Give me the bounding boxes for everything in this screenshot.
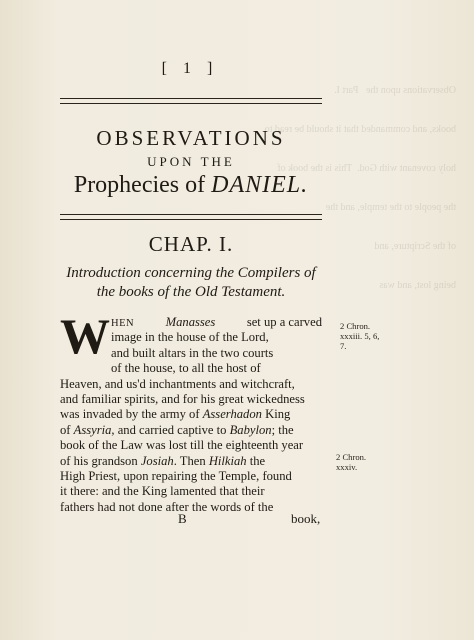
- line-fragment: Josiah: [140, 453, 174, 468]
- show-through-text: Observations upon the Part I. books, and commanded that it should be read to holy covenant with God. This is the book of the people to the temple, and the of the Scripture, and being lost, and was: [264, 85, 456, 291]
- line-fragment: image in the house of the Lord,: [111, 330, 269, 345]
- line-fragment: . Then: [173, 453, 209, 468]
- line-fragment: book of the Law was lost till the eighteenth year: [60, 438, 304, 453]
- body-text: [60, 308, 322, 515]
- signature-mark: B: [178, 511, 187, 526]
- line-fragment: Manasses: [165, 315, 216, 329]
- line-fragment: the: [246, 453, 266, 468]
- body-line: [60, 438, 322, 453]
- title-upon-the: UPON THE: [147, 154, 235, 169]
- line-fragment: [111, 315, 134, 330]
- margin-note-line: 7.: [340, 341, 347, 351]
- body-line: [60, 407, 322, 422]
- line-fragment: was invaded by the army of: [60, 407, 203, 422]
- line-fragment: , and carried captive to: [111, 422, 230, 437]
- line-fragment: of his grandson: [60, 453, 141, 468]
- line-fragment: and familiar spirits, and for his great wickedness: [60, 391, 305, 406]
- line-fragment: Babylon: [229, 422, 272, 437]
- title-observations: OBSERVATIONS: [96, 126, 286, 150]
- header-rule-bottom: [60, 103, 322, 104]
- body-line: [60, 377, 322, 392]
- line-fragment: set up a carved: [246, 315, 322, 329]
- body-line: [60, 500, 322, 515]
- drop-cap: W: [60, 308, 110, 364]
- title-rule-bottom: [60, 219, 322, 220]
- chapter-intro-line-1: Introduction concerning the Compilers of: [66, 265, 316, 281]
- line-fragment: Heaven, and us'd inchantments and witchcraft,: [60, 376, 295, 391]
- header-rule-top: [60, 98, 322, 99]
- line-fragment: it there: and the King lamented that their: [60, 484, 265, 499]
- line-fragment: Assyria: [73, 422, 112, 437]
- catchword: book,: [291, 511, 321, 526]
- line-fragment: High Priest, upon repairing the Temple, found: [60, 468, 292, 483]
- title-prophecies: [60, 172, 322, 199]
- chapter-intro: [60, 264, 322, 302]
- body-line: [60, 392, 322, 407]
- line-fragment: Hilkiah: [208, 453, 247, 468]
- line-fragment: ; the: [271, 422, 294, 437]
- body-line: [60, 469, 322, 484]
- chapter-intro-line-2: the books of the Old Testament.: [96, 284, 286, 300]
- title-rule-top: [60, 214, 322, 215]
- line-fragment: and built altars in the two courts: [111, 345, 274, 360]
- line-fragment: HEN: [111, 318, 135, 329]
- margin-note-chronicles-34: [336, 452, 366, 472]
- body-line: [60, 454, 322, 469]
- margin-note-line: xxxiii. 5, 6,: [340, 331, 380, 341]
- margin-note-line: xxxiv.: [336, 462, 358, 472]
- page-number: [ 1 ]: [161, 60, 219, 77]
- line-fragment: King: [261, 407, 291, 422]
- margin-note-chronicles-33: [340, 321, 379, 351]
- line-fragment: Asserhadon: [202, 407, 262, 422]
- chapter-heading: CHAP. I.: [148, 232, 234, 256]
- title-prophecies-text: Prophecies of: [73, 172, 212, 198]
- line-fragment: of: [60, 422, 74, 437]
- body-line: [60, 484, 322, 499]
- line-fragment: fathers had not done after the words of the: [60, 499, 274, 514]
- margin-note-line: 2 Chron.: [336, 452, 367, 462]
- title-daniel: DANIEL.: [211, 172, 309, 198]
- margin-note-line: 2 Chron.: [340, 321, 371, 331]
- line-fragment: of the house, to all the host of: [111, 361, 261, 376]
- body-line: [60, 423, 322, 438]
